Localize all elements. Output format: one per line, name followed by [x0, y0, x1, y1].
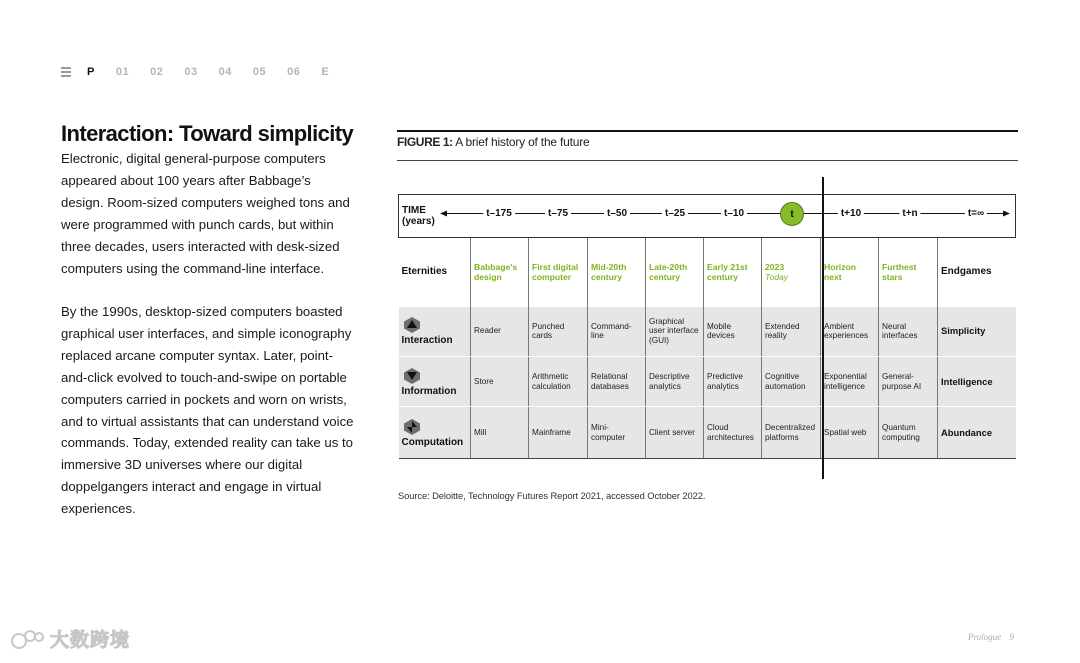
era-cell: Furthest stars [879, 238, 938, 307]
table-cell: Arithmetic calculation [529, 357, 588, 407]
nav-item-06[interactable]: 06 [287, 66, 301, 78]
section-title: Interaction: Toward simplicity [61, 121, 354, 146]
table-cell: Cloud architectures [704, 407, 762, 459]
tick-label: t+n [899, 208, 920, 219]
information-icon [402, 367, 422, 385]
endgame-cell: Intelligence [938, 357, 1016, 407]
menu-icon[interactable] [61, 67, 71, 77]
nav-item-02[interactable]: 02 [150, 66, 164, 78]
table-cell: General-purpose AI [879, 357, 938, 407]
table-cell: Mill [471, 407, 529, 459]
watermark-text: 大数跨境 [50, 630, 131, 651]
figure-label: FIGURE 1: [397, 135, 453, 149]
table-cell: Mainframe [529, 407, 588, 459]
now-marker [780, 202, 804, 226]
table-cell: Graphical user interface (GUI) [646, 307, 704, 357]
tick-label: t–10 [721, 208, 747, 219]
now-divider-line [822, 177, 824, 479]
figure-caption [397, 135, 590, 149]
tick-label: t–75 [545, 208, 571, 219]
nav-item-epilogue[interactable]: E [321, 66, 330, 78]
table-cell: Reader [471, 307, 529, 357]
table-cell: Spatial web [821, 407, 879, 459]
figure-top-rule [397, 130, 1018, 132]
now-label: t [790, 208, 794, 220]
table-row-computation [399, 407, 1016, 459]
figure-bottom-rule [397, 160, 1018, 161]
table-cell: Command-line [588, 307, 646, 357]
tick-label: t–175 [483, 208, 515, 219]
row-header: Interaction [399, 307, 471, 357]
table-cell: Decentralized platforms [762, 407, 821, 459]
table-cell: Predictive analytics [704, 357, 762, 407]
tick-label: t–25 [662, 208, 688, 219]
era-cell: Mid-20th century [588, 238, 646, 307]
figure-source: Source: Deloitte, Technology Futures Report 2021, accessed October 2022. [398, 490, 706, 501]
era-cell: First digital computer [529, 238, 588, 307]
nav-item-prologue[interactable]: P [87, 66, 95, 78]
top-nav [61, 64, 350, 80]
endgame-cell: Simplicity [938, 307, 1016, 357]
era-cell: Early 21st century [704, 238, 762, 307]
eternities-row [399, 238, 1016, 307]
era-cell: Late-20th century [646, 238, 704, 307]
table-cell: Punched cards [529, 307, 588, 357]
table-cell: Mobile devices [704, 307, 762, 357]
page-number: 9 [1009, 632, 1014, 642]
time-unit: (years) [402, 216, 435, 227]
tick-label: t–50 [604, 208, 630, 219]
interaction-icon [402, 316, 422, 334]
row-header: Computation [399, 407, 471, 459]
page-footer [968, 632, 1014, 642]
time-header [399, 195, 471, 238]
endgame-cell: Abundance [938, 407, 1016, 459]
table-cell: Quantum computing [879, 407, 938, 459]
tick-label: t=∞ [965, 208, 987, 219]
table-row-information [399, 357, 1016, 407]
table-cell: Mini-computer [588, 407, 646, 459]
row-header: Information [399, 357, 471, 407]
table-cell: Descriptive analytics [646, 357, 704, 407]
table-cell: Store [471, 357, 529, 407]
table-cell: Ambient experiences [821, 307, 879, 357]
era-cell-today: 2023 Today [762, 238, 821, 307]
nav-item-05[interactable]: 05 [252, 66, 267, 78]
computation-icon [402, 418, 422, 436]
table-row-interaction [399, 307, 1016, 357]
nav-item-04[interactable]: 04 [218, 66, 232, 78]
history-table [398, 194, 1016, 459]
footer-section: Prologue [968, 632, 1002, 642]
table-cell: Neural interfaces [879, 307, 938, 357]
table-cell: Client server [646, 407, 704, 459]
table-cell: Relational databases [588, 357, 646, 407]
table-cell: Cognitive automation [762, 357, 821, 407]
body-paragraph-2: By the 1990s, desktop-sized computers boasted graphical user interfaces, and simple iconography replaced arcane computer syntax. Later, point-and-click evolved to touch-and-swipe on portable computers carried in pockets and worn on wrists, and to virtual assistants that can understand voice commands. Today, extended reality can take us to immersive 3D universes where our digital doppelgangers interact and engage in virtual experiences. [61, 304, 354, 517]
body-paragraph-1: Electronic, digital general-purpose computers appeared about 100 years after Babbage’s design. Room-sized computers weighed tons and were programmed with punch cards, but within three decades, users interacted with desk-sized computers using the command-line interface. [61, 151, 350, 276]
watermark [10, 625, 130, 652]
nav-item-01[interactable]: 01 [115, 66, 130, 78]
endgames-label: Endgames [941, 266, 992, 278]
time-label: TIME [402, 205, 426, 216]
nav-item-03[interactable]: 03 [184, 66, 198, 78]
tick-label: t+10 [838, 208, 864, 219]
era-cell: Horizon next [821, 238, 879, 307]
watermark-logo-icon [10, 628, 46, 650]
figure-title: A brief history of the future [455, 135, 590, 149]
eternities-label: Eternities [401, 266, 448, 278]
table-cell: Extended reality [762, 307, 821, 357]
era-cell: Babbage's design [471, 238, 529, 307]
table-cell: Exponential intelligence [821, 357, 879, 407]
